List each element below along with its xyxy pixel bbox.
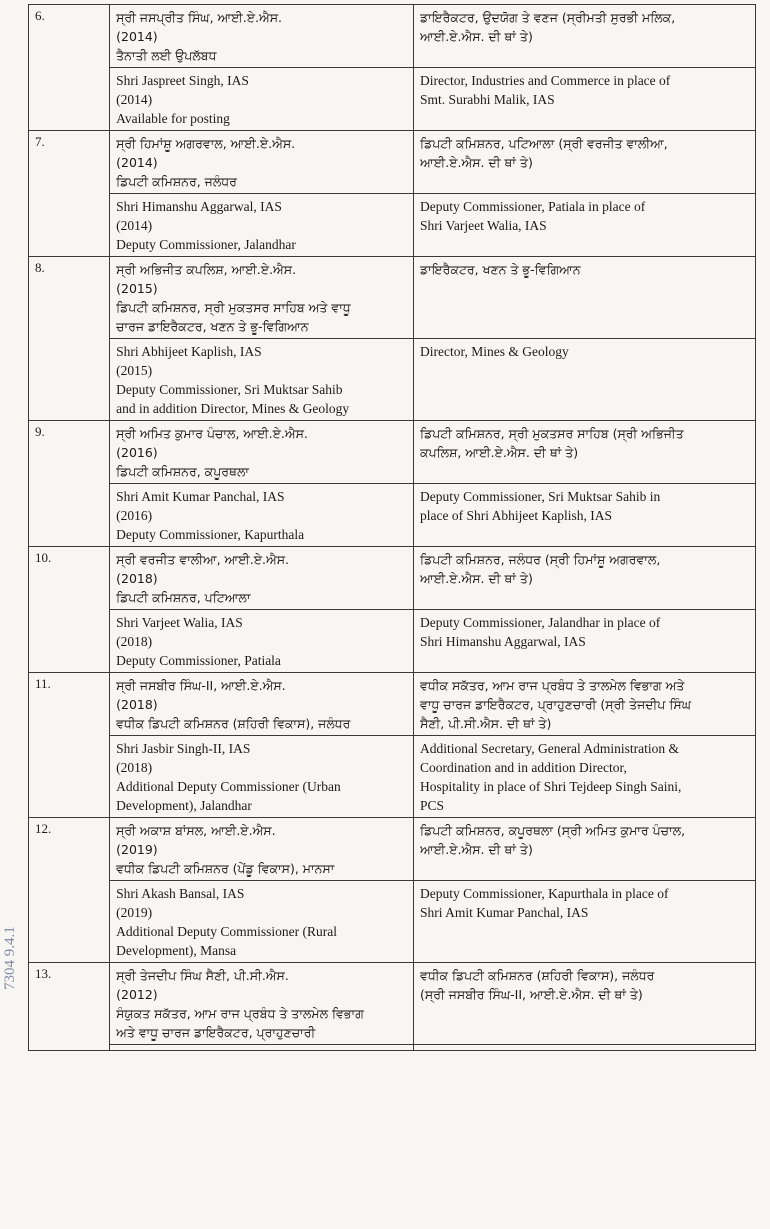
officer-name-punjabi-line: ਸੰਯੁਕਤ ਸਕੱਤਰ, ਆਮ ਰਾਜ ਪ੍ਰਬੰਧ ਤੇ ਤਾਲਮੇਲ ਵਿਭਾਗ bbox=[116, 1006, 364, 1021]
officer-name-punjabi bbox=[110, 963, 414, 1045]
officer-name-english-line: (2018) bbox=[116, 760, 153, 775]
officer-name-punjabi bbox=[110, 257, 414, 339]
officer-name-english-line: Additional Deputy Commissioner (Urban bbox=[116, 779, 341, 794]
officer-name-english-line: Shri Akash Bansal, IAS bbox=[116, 886, 245, 901]
table-row bbox=[29, 963, 756, 1045]
officer-name-punjabi bbox=[110, 421, 414, 484]
new-posting-punjabi bbox=[414, 131, 756, 194]
table-body bbox=[29, 5, 756, 1051]
officer-name-english bbox=[110, 881, 414, 963]
new-posting-english bbox=[414, 610, 756, 673]
new-posting-english bbox=[414, 736, 756, 818]
new-posting-punjabi-line: ਡਾਇਰੈਕਟਰ, ਖਣਨ ਤੇ ਭੂ-ਵਿਗਿਆਨ bbox=[420, 262, 581, 277]
new-posting-english bbox=[414, 194, 756, 257]
officer-name-punjabi-line: ਸ੍ਰੀ ਅਕਾਸ਼ ਬਾਂਸਲ, ਆਈ.ਏ.ਐਸ. bbox=[116, 823, 276, 838]
officer-name-punjabi bbox=[110, 547, 414, 610]
officer-name-english bbox=[110, 68, 414, 131]
new-posting-punjabi-line: ਆਈ.ਏ.ਐਸ. ਦੀ ਥਾਂ ਤੇ) bbox=[420, 155, 533, 170]
table-row bbox=[29, 610, 756, 673]
new-posting-english-line: Shri Amit Kumar Panchal, IAS bbox=[420, 905, 589, 920]
officer-name-english-line: Deputy Commissioner, Sri Muktsar Sahib bbox=[116, 382, 343, 397]
serial-number: 7. bbox=[29, 131, 110, 257]
officer-name-punjabi-line: ਅਤੇ ਵਾਧੂ ਚਾਰਜ ਡਾਇਰੈਕਟਰ, ਪ੍ਰਾਹੁਣਚਾਰੀ bbox=[116, 1025, 316, 1040]
officer-name-punjabi-line: ਸ੍ਰੀ ਹਿਮਾਂਸ਼ੂ ਅਗਰਵਾਲ, ਆਈ.ਏ.ਐਸ. bbox=[116, 136, 296, 151]
officer-name-punjabi-line: (2014) bbox=[116, 155, 158, 170]
officer-name-english-line: Additional Deputy Commissioner (Rural bbox=[116, 924, 337, 939]
new-posting-punjabi bbox=[414, 5, 756, 68]
new-posting-english-line: Deputy Commissioner, Patiala in place of bbox=[420, 199, 646, 214]
new-posting-punjabi-line: ਸੈਣੀ, ਪੀ.ਸੀ.ਐਸ. ਦੀ ਥਾਂ ਤੇ) bbox=[420, 716, 552, 731]
new-posting-english-line: Hospitality in place of Shri Tejdeep Singh Saini, bbox=[420, 779, 682, 794]
table-row bbox=[29, 736, 756, 818]
new-posting-english-line: PCS bbox=[420, 798, 445, 813]
officer-name-english bbox=[110, 484, 414, 547]
officer-name-punjabi-line: ਡਿਪਟੀ ਕਮਿਸ਼ਨਰ, ਪਟਿਆਲਾ bbox=[116, 590, 251, 605]
officer-name-punjabi bbox=[110, 818, 414, 881]
new-posting-punjabi-line: ਆਈ.ਏ.ਐਸ. ਦੀ ਥਾਂ ਤੇ) bbox=[420, 571, 533, 586]
officer-name-punjabi-line: ਸ੍ਰੀ ਜਸਪ੍ਰੀਤ ਸਿੰਘ, ਆਈ.ਏ.ਐਸ. bbox=[116, 10, 283, 25]
transfer-orders-table bbox=[28, 4, 756, 1051]
officer-name-punjabi bbox=[110, 5, 414, 68]
serial-number: 12. bbox=[29, 818, 110, 963]
officer-name-english-line: (2014) bbox=[116, 218, 153, 233]
table-row bbox=[29, 1045, 756, 1051]
new-posting-punjabi-line: ਵਧੀਕ ਸਕੱਤਰ, ਆਮ ਰਾਜ ਪ੍ਰਬੰਧ ਤੇ ਤਾਲਮੇਲ ਵਿਭਾਗ ਅਤੇ bbox=[420, 678, 685, 693]
new-posting-punjabi bbox=[414, 818, 756, 881]
new-posting-english-line: Director, Industries and Commerce in place of bbox=[420, 73, 671, 88]
officer-name-english-line: Development), Jalandhar bbox=[116, 798, 252, 813]
new-posting-english bbox=[414, 68, 756, 131]
new-posting-punjabi bbox=[414, 673, 756, 736]
table-row bbox=[29, 484, 756, 547]
new-posting-english-line: Smt. Surabhi Malik, IAS bbox=[420, 92, 555, 107]
new-posting-english-line: Deputy Commissioner, Kapurthala in place of bbox=[420, 886, 669, 901]
officer-name-punjabi-line: ਸ੍ਰੀ ਵਰਜੀਤ ਵਾਲੀਆ, ਆਈ.ਏ.ਐਸ. bbox=[116, 552, 290, 567]
serial-number: 11. bbox=[29, 673, 110, 818]
new-posting-punjabi bbox=[414, 421, 756, 484]
officer-name-english-line: (2014) bbox=[116, 92, 153, 107]
officer-name-punjabi-line: ਸ੍ਰੀ ਅਮਿਤ ਕੁਮਾਰ ਪੰਚਾਲ, ਆਈ.ਏ.ਐਸ. bbox=[116, 426, 308, 441]
new-posting-english-line: place of Shri Abhijeet Kaplish, IAS bbox=[420, 508, 613, 523]
officer-name-punjabi bbox=[110, 673, 414, 736]
officer-name-punjabi-line: ਚਾਰਜ ਡਾਇਰੈਕਟਰ, ਖਣਨ ਤੇ ਭੂ-ਵਿਗਿਆਨ bbox=[116, 319, 309, 334]
serial-number: 8. bbox=[29, 257, 110, 421]
new-posting-punjabi bbox=[414, 963, 756, 1045]
officer-name-english-line: Shri Jaspreet Singh, IAS bbox=[116, 73, 249, 88]
new-posting-punjabi-line: ਡਿਪਟੀ ਕਮਿਸ਼ਨਰ, ਪਟਿਆਲਾ (ਸ੍ਰੀ ਵਰਜੀਤ ਵਾਲੀਆ, bbox=[420, 136, 668, 151]
new-posting-punjabi-line: ਡਾਇਰੈਕਟਰ, ਉਦਯੋਗ ਤੇ ਵਣਜ (ਸ੍ਰੀਮਤੀ ਸੁਰਭੀ ਮਲਿਕ, bbox=[420, 10, 676, 25]
new-posting-english-line: Director, Mines & Geology bbox=[420, 344, 569, 359]
new-posting-punjabi-line: ਆਈ.ਏ.ਐਸ. ਦੀ ਥਾਂ ਤੇ) bbox=[420, 29, 533, 44]
officer-name-english-line: and in addition Director, Mines & Geology bbox=[116, 401, 350, 416]
officer-name-punjabi-line: ਵਧੀਕ ਡਿਪਟੀ ਕਮਿਸ਼ਨਰ (ਸ਼ਹਿਰੀ ਵਿਕਾਸ), ਜਲੰਧਰ bbox=[116, 716, 351, 731]
new-posting-punjabi-line: ਆਈ.ਏ.ਐਸ. ਦੀ ਥਾਂ ਤੇ) bbox=[420, 842, 533, 857]
officer-name-english-line: Shri Amit Kumar Panchal, IAS bbox=[116, 489, 285, 504]
officer-name-english-line: Shri Jasbir Singh-II, IAS bbox=[116, 741, 251, 756]
new-posting-english bbox=[414, 339, 756, 421]
officer-name-english bbox=[110, 194, 414, 257]
officer-name-english-line: Shri Himanshu Aggarwal, IAS bbox=[116, 199, 282, 214]
officer-name-english-line: Shri Abhijeet Kaplish, IAS bbox=[116, 344, 262, 359]
new-posting-english bbox=[414, 1045, 756, 1051]
officer-name-english-line: (2016) bbox=[116, 508, 153, 523]
new-posting-english bbox=[414, 484, 756, 547]
new-posting-punjabi-line: ਡਿਪਟੀ ਕਮਿਸ਼ਨਰ, ਸ੍ਰੀ ਮੁਕਤਸਰ ਸਾਹਿਬ (ਸ੍ਰੀ ਅਭਿਜੀਤ bbox=[420, 426, 684, 441]
new-posting-english bbox=[414, 881, 756, 963]
new-posting-english-line: Deputy Commissioner, Sri Muktsar Sahib in bbox=[420, 489, 661, 504]
margin-handwritten-note: 7304 9.4.1 bbox=[2, 926, 18, 990]
officer-name-punjabi-line: (2016) bbox=[116, 445, 158, 460]
officer-name-punjabi-line: ਡਿਪਟੀ ਕਮਿਸ਼ਨਰ, ਕਪੂਰਥਲਾ bbox=[116, 464, 249, 479]
new-posting-english-line: Shri Himanshu Aggarwal, IAS bbox=[420, 634, 586, 649]
officer-name-english bbox=[110, 736, 414, 818]
table-row bbox=[29, 818, 756, 881]
table-row bbox=[29, 881, 756, 963]
table-row bbox=[29, 673, 756, 736]
table-row bbox=[29, 5, 756, 68]
new-posting-english-line: Shri Varjeet Walia, IAS bbox=[420, 218, 547, 233]
officer-name-english-line: (2018) bbox=[116, 634, 153, 649]
new-posting-punjabi-line: ਡਿਪਟੀ ਕਮਿਸ਼ਨਰ, ਕਪੂਰਥਲਾ (ਸ੍ਰੀ ਅਮਿਤ ਕੁਮਾਰ ਪੰਚਾਲ, bbox=[420, 823, 686, 838]
officer-name-punjabi-line: (2019) bbox=[116, 842, 158, 857]
officer-name-punjabi-line: ਡਿਪਟੀ ਕਮਿਸ਼ਨਰ, ਜਲੰਧਰ bbox=[116, 174, 237, 189]
serial-number: 6. bbox=[29, 5, 110, 131]
officer-name-english-line: Deputy Commissioner, Jalandhar bbox=[116, 237, 296, 252]
officer-name-punjabi-line: ਸ੍ਰੀ ਤੇਜਦੀਪ ਸਿੰਘ ਸੈਣੀ, ਪੀ.ਸੀ.ਐਸ. bbox=[116, 968, 289, 983]
serial-number: 13. bbox=[29, 963, 110, 1051]
officer-name-punjabi bbox=[110, 131, 414, 194]
officer-name-punjabi-line: (2014) bbox=[116, 29, 158, 44]
new-posting-punjabi-line: ਡਿਪਟੀ ਕਮਿਸ਼ਨਰ, ਜਲੰਧਰ (ਸ੍ਰੀ ਹਿਮਾਂਸ਼ੂ ਅਗਰਵਾਲ, bbox=[420, 552, 661, 567]
serial-number: 10. bbox=[29, 547, 110, 673]
table-row bbox=[29, 339, 756, 421]
officer-name-english-line: Deputy Commissioner, Kapurthala bbox=[116, 527, 305, 542]
officer-name-english bbox=[110, 1045, 414, 1051]
new-posting-punjabi-line: (ਸ੍ਰੀ ਜਸਬੀਰ ਸਿੰਘ-II, ਆਈ.ਏ.ਐਸ. ਦੀ ਥਾਂ ਤੇ) bbox=[420, 987, 643, 1002]
officer-name-english-line: Available for posting bbox=[116, 111, 230, 126]
officer-name-punjabi-line: ਤੈਨਾਤੀ ਲਈ ਉਪਲੱਬਧ bbox=[116, 48, 217, 63]
officer-name-punjabi-line: (2015) bbox=[116, 281, 158, 296]
new-posting-punjabi-line: ਵਾਧੂ ਚਾਰਜ ਡਾਇਰੈਕਟਰ, ਪ੍ਰਾਹੁਣਚਾਰੀ (ਸ੍ਰੀ ਤੇਜਦੀਪ ਸਿੰਘ bbox=[420, 697, 691, 712]
officer-name-punjabi-line: ਵਧੀਕ ਡਿਪਟੀ ਕਮਿਸ਼ਨਰ (ਪੇਂਡੂ ਵਿਕਾਸ), ਮਾਨਸਾ bbox=[116, 861, 335, 876]
table-row bbox=[29, 131, 756, 194]
officer-name-english bbox=[110, 339, 414, 421]
officer-name-punjabi-line: ਸ੍ਰੀ ਅਭਿਜੀਤ ਕਪਲਿਸ਼, ਆਈ.ਏ.ਐਸ. bbox=[116, 262, 297, 277]
officer-name-english-line: Deputy Commissioner, Patiala bbox=[116, 653, 281, 668]
new-posting-punjabi-line: ਕਪਲਿਸ਼, ਆਈ.ਏ.ਐਸ. ਦੀ ਥਾਂ ਤੇ) bbox=[420, 445, 579, 460]
table-row bbox=[29, 68, 756, 131]
officer-name-english-line: Development), Mansa bbox=[116, 943, 237, 958]
officer-name-english-line: Shri Varjeet Walia, IAS bbox=[116, 615, 243, 630]
new-posting-english-line: Deputy Commissioner, Jalandhar in place of bbox=[420, 615, 661, 630]
table-row bbox=[29, 257, 756, 339]
new-posting-punjabi bbox=[414, 547, 756, 610]
new-posting-punjabi-line: ਵਧੀਕ ਡਿਪਟੀ ਕਮਿਸ਼ਨਰ (ਸ਼ਹਿਰੀ ਵਿਕਾਸ), ਜਲੰਧਰ bbox=[420, 968, 655, 983]
officer-name-english-line: (2015) bbox=[116, 363, 153, 378]
officer-name-punjabi-line: (2018) bbox=[116, 697, 158, 712]
table-row bbox=[29, 421, 756, 484]
officer-name-english bbox=[110, 610, 414, 673]
serial-number: 9. bbox=[29, 421, 110, 547]
officer-name-punjabi-line: ਸ੍ਰੀ ਜਸਬੀਰ ਸਿੰਘ-II, ਆਈ.ਏ.ਐਸ. bbox=[116, 678, 286, 693]
table-row bbox=[29, 547, 756, 610]
new-posting-english-line: Additional Secretary, General Administration & bbox=[420, 741, 679, 756]
new-posting-english-line: Coordination and in addition Director, bbox=[420, 760, 627, 775]
officer-name-punjabi-line: (2012) bbox=[116, 987, 158, 1002]
officer-name-punjabi-line: (2018) bbox=[116, 571, 158, 586]
officer-name-english-line: (2019) bbox=[116, 905, 153, 920]
table-row bbox=[29, 194, 756, 257]
officer-name-punjabi-line: ਡਿਪਟੀ ਕਮਿਸ਼ਨਰ, ਸ੍ਰੀ ਮੁਕਤਸਰ ਸਾਹਿਬ ਅਤੇ ਵਾਧੂ bbox=[116, 300, 351, 315]
new-posting-punjabi bbox=[414, 257, 756, 339]
